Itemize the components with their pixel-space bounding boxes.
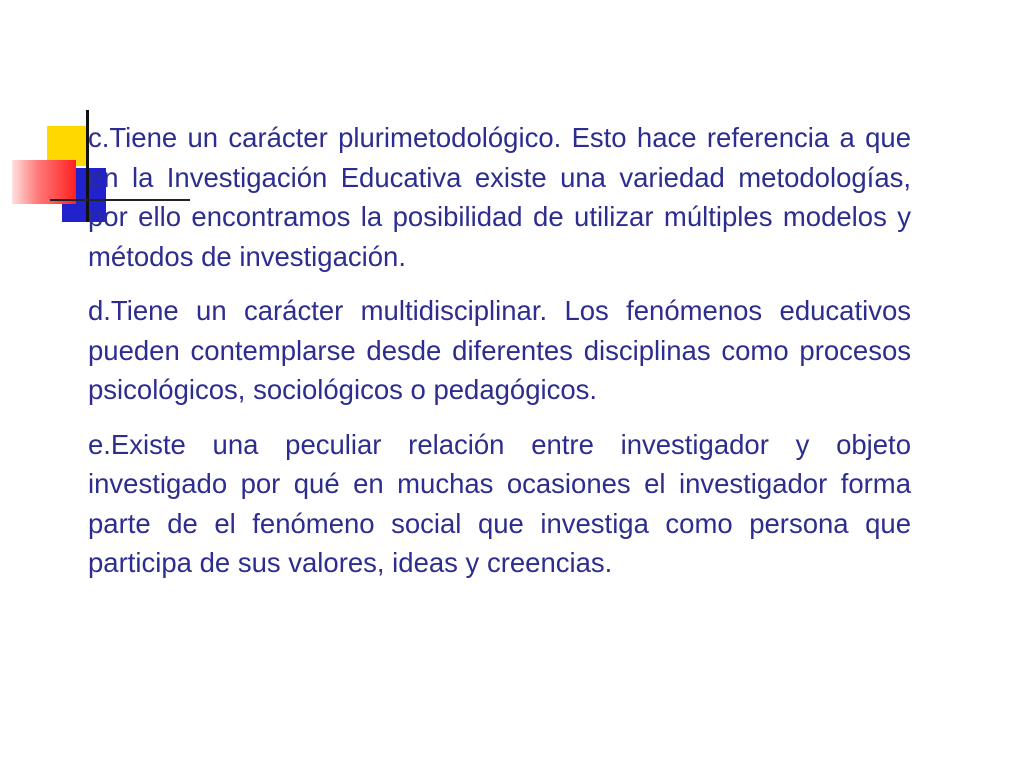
paragraph-c: c.Tiene un carácter plurimetodológico. Esto hace referencia a que en la Investigación Educativa existe una variedad metodologías, por ello encontramos la posibilidad de utilizar múltiples modelos y métodos de investigación. bbox=[88, 122, 911, 272]
red-gradient-decoration bbox=[12, 160, 76, 204]
paragraph-d: d.Tiene un carácter multidisciplinar. Los fenómenos educativos pueden contemplarse desde diferentes disciplinas como procesos psicológicos, sociológicos o pedagógicos. bbox=[88, 295, 911, 405]
slide-body-text bbox=[88, 118, 911, 598]
paragraph-e: e.Existe una peculiar relación entre investigador y objeto investigado por qué en muchas ocasiones el investigador forma parte de el fenómeno social que investiga como persona que participa de sus valores, ideas y creencias. bbox=[88, 428, 911, 578]
